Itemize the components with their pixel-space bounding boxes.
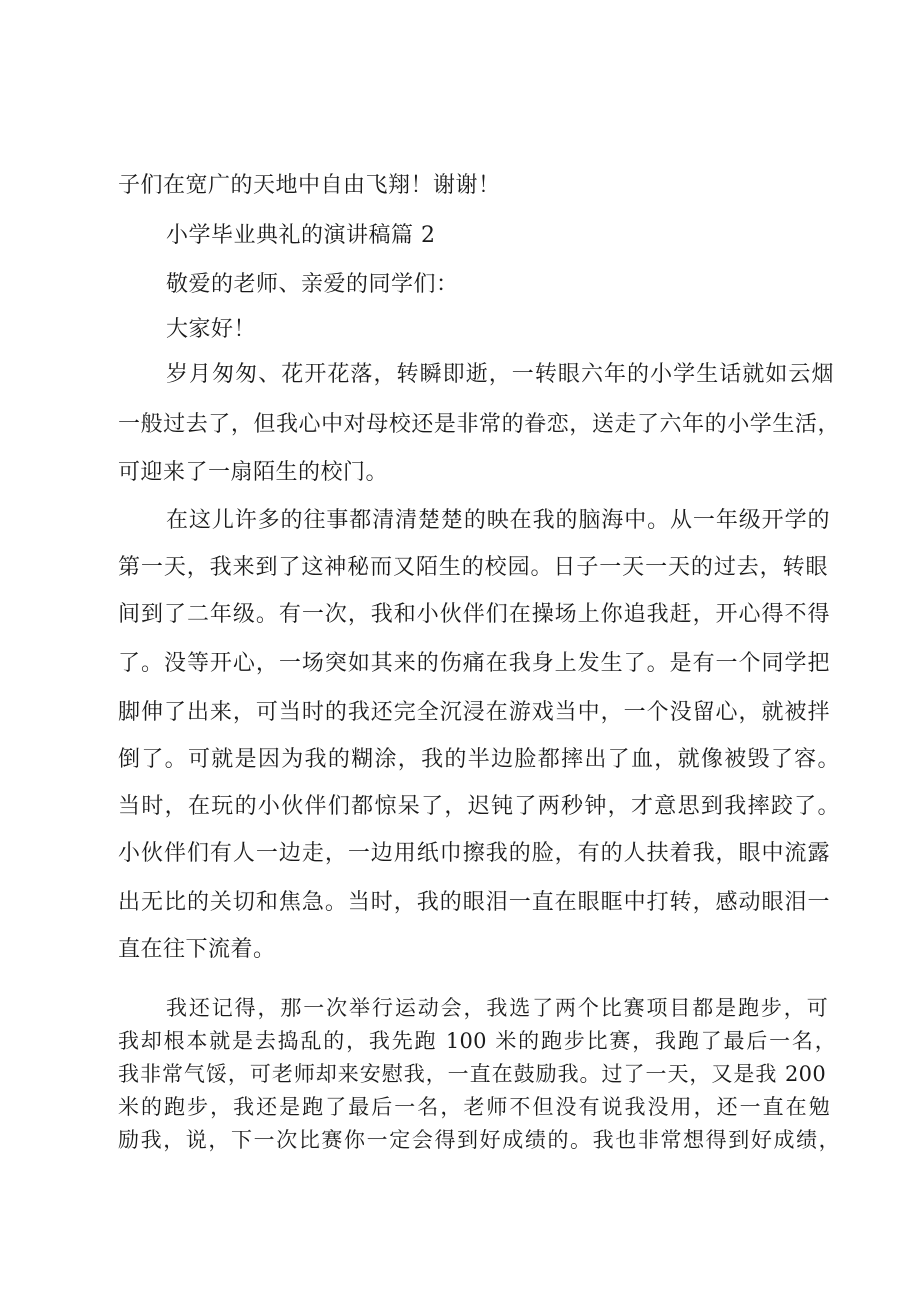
paragraph-line: 倒了。可就是因为我的糊涂，我的半边脸都摔出了血，就像被毁了容。 xyxy=(118,747,840,772)
paragraph-line: 一般过去了，但我心中对母校还是非常的眷恋，送走了六年的小学生活， xyxy=(118,412,840,437)
section-heading: 小学毕业典礼的演讲稿篇 2 xyxy=(166,223,436,248)
paragraph-line: 米的跑步，我还是跑了最后一名，老师不但没有说我没用，还一直在勉 xyxy=(118,1095,830,1119)
paragraph-line: 了。没等开心，一场突如其来的伤痛在我身上发生了。是有一个同学把 xyxy=(118,651,830,676)
paragraph-line: 出无比的关切和焦急。当时，我的眼泪一直在眼眶中打转，感动眼泪一 xyxy=(118,890,830,915)
paragraph-line: 第一天，我来到了这神秘而又陌生的校园。日子一天一天的过去，转眼 xyxy=(118,555,828,580)
paragraph-line: 小伙伴们有人一边走，一边用纸巾擦我的脸，有的人扶着我，眼中流露 xyxy=(118,841,830,866)
paragraph-line: 励我，说，下一次比赛你一定会得到好成绩的。我也非常想得到好成绩， xyxy=(118,1128,840,1152)
paragraph-line: 我还记得，那一次举行运动会，我选了两个比赛项目都是跑步，可 xyxy=(166,996,828,1020)
paragraph-line: 可迎来了一扇陌生的校门。 xyxy=(118,460,389,485)
paragraph-line: 岁月匆匆、花开花落，转瞬即逝，一转眼六年的小学生话就如云烟 xyxy=(166,362,834,387)
paragraph-line: 间到了二年级。有一次，我和小伙伴们在操场上你追我赶，开心得不得 xyxy=(118,602,830,627)
paragraph-line: 当时，在玩的小伙伴们都惊呆了，迟钝了两秒钟，才意思到我摔跤了。 xyxy=(118,794,840,819)
paragraph-line: 我却根本就是去捣乱的，我先跑 100 米的跑步比赛，我跑了最后一名， xyxy=(118,1029,836,1053)
paragraph-line: 我非常气馁，可老师却来安慰我，一直在鼓励我。过了一天，又是我 200 xyxy=(118,1062,826,1086)
salutation: 敬爱的老师、亲爱的同学们： xyxy=(166,272,459,297)
paragraph-line: 在这儿许多的往事都清清楚楚的映在我的脑海中。从一年级开学的 xyxy=(166,508,830,533)
greeting: 大家好！ xyxy=(166,317,257,342)
paragraph-line: 子们在宽广的天地中自由飞翔！谢谢！ xyxy=(118,173,501,198)
paragraph-line: 脚伸了出来，可当时的我还完全沉浸在游戏当中，一个没留心，就被拌 xyxy=(118,700,830,725)
paragraph-line: 直在往下流着。 xyxy=(118,937,276,962)
